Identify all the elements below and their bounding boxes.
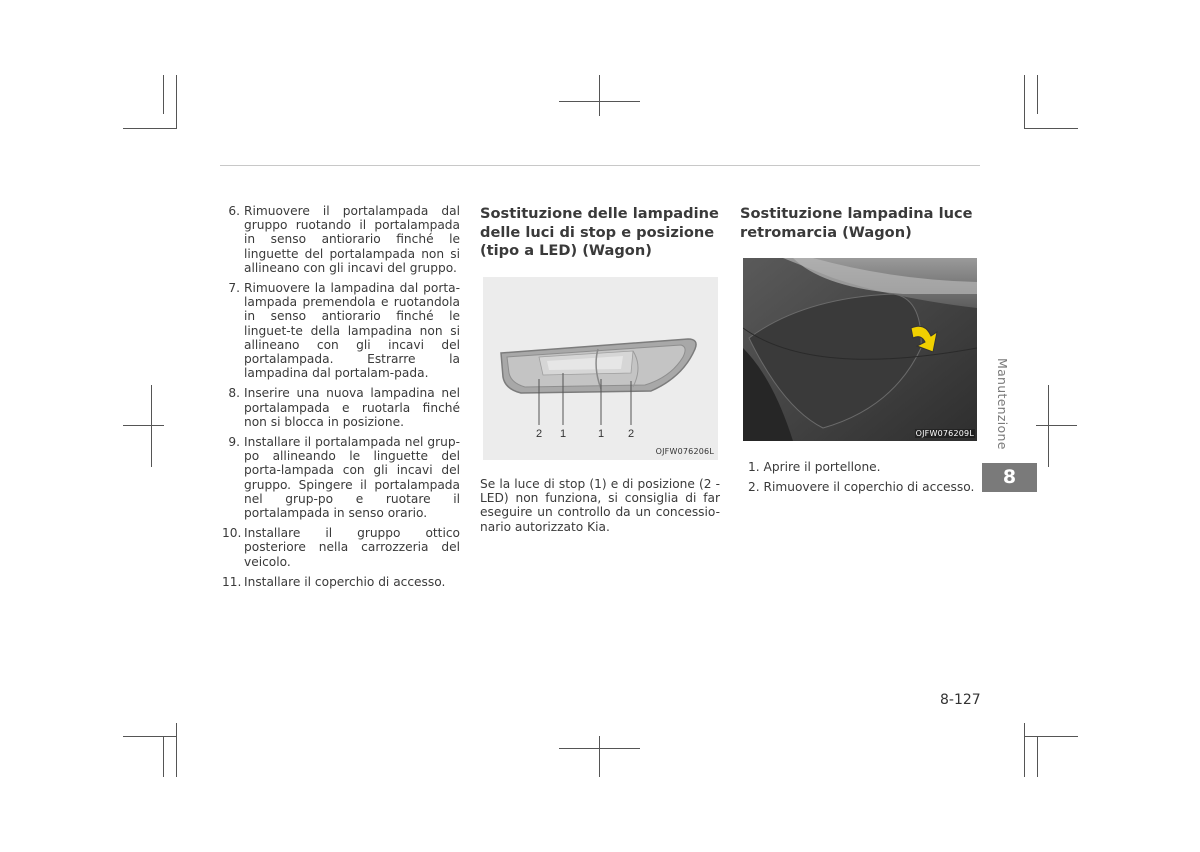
step-text: Rimuovere la lampadina dal porta-lampada premendola e ruotandola in senso antiorario finché le linguet-te della lampadina non si allineano con gli incavi del portalampada. Estrarre la lampadina dal portalam-pada. bbox=[244, 281, 460, 381]
list-item bbox=[222, 281, 460, 380]
reverse-light-steps bbox=[748, 460, 980, 500]
step-number: 7. bbox=[228, 281, 240, 296]
figure-code: OJFW076209L bbox=[915, 429, 974, 438]
step-list bbox=[222, 204, 460, 589]
led-section bbox=[480, 205, 720, 261]
list-item: 2. Rimuovere il coperchio di accesso. bbox=[748, 480, 975, 495]
step-number: 9. bbox=[228, 435, 240, 450]
step-number: 10. bbox=[222, 526, 242, 541]
list-item bbox=[222, 526, 460, 569]
list-item: 1. Aprire il portellone. bbox=[748, 460, 881, 474]
reverse-light-section bbox=[740, 205, 980, 242]
section-side-label bbox=[994, 358, 1012, 458]
list-item bbox=[222, 435, 460, 520]
section-heading: Sostituzione lampadina luce retromarcia (Wagon) bbox=[740, 205, 973, 241]
section-label-text: Manutenzione bbox=[995, 358, 1010, 450]
step-text: Installare il portalampada nel grup-po allineando le linguette del porta-lampada con gli incavi del gruppo. Spingere il portalampada nel grup-po e ruotare il portalampada in senso orario. bbox=[244, 435, 460, 521]
step-number: 6. bbox=[228, 204, 240, 218]
step-number: 11. bbox=[222, 574, 242, 589]
steps-column-1 bbox=[222, 204, 460, 595]
callout-label: 1 bbox=[597, 428, 605, 440]
step-text: Inserire una nuova lampadina nel portalampada e ruotarla finché non si blocca in posizione. bbox=[244, 386, 460, 429]
callout-label: 1 bbox=[559, 428, 567, 440]
section-heading: Sostituzione delle lampadine delle luci di stop e posizione (tipo a LED) (Wagon) bbox=[480, 205, 719, 260]
tail-light-illustration bbox=[483, 277, 718, 460]
chapter-tab: 8 bbox=[982, 463, 1037, 492]
callout-label: 2 bbox=[627, 428, 635, 440]
tail-light-figure bbox=[483, 277, 718, 460]
list-item bbox=[222, 204, 460, 275]
trunk-panel-figure bbox=[743, 258, 977, 441]
led-paragraph: Se la luce di stop (1) e di posizione (2 - LED) non funziona, si consiglia di far eseguire un controllo da un concessio-nario autorizzato Kia. bbox=[480, 477, 720, 534]
figure-code: OJFW076206L bbox=[655, 447, 714, 456]
page-number: 8-127 bbox=[940, 692, 981, 708]
callout-label: 2 bbox=[535, 428, 543, 440]
step-number: 8. bbox=[228, 386, 240, 401]
trunk-panel-photo bbox=[743, 258, 977, 441]
header-rule bbox=[220, 165, 980, 166]
step-text: Installare il coperchio di accesso. bbox=[244, 574, 446, 589]
list-item bbox=[222, 575, 460, 589]
step-text: Installare il gruppo ottico posteriore nella carrozzeria del veicolo. bbox=[244, 526, 460, 569]
step-text: Rimuovere il portalampada dal gruppo ruotando il portalampada in senso antiorario finché le linguette del portalampada non si allineano con gli incavi del gruppo. bbox=[244, 204, 460, 275]
list-item bbox=[222, 386, 460, 429]
